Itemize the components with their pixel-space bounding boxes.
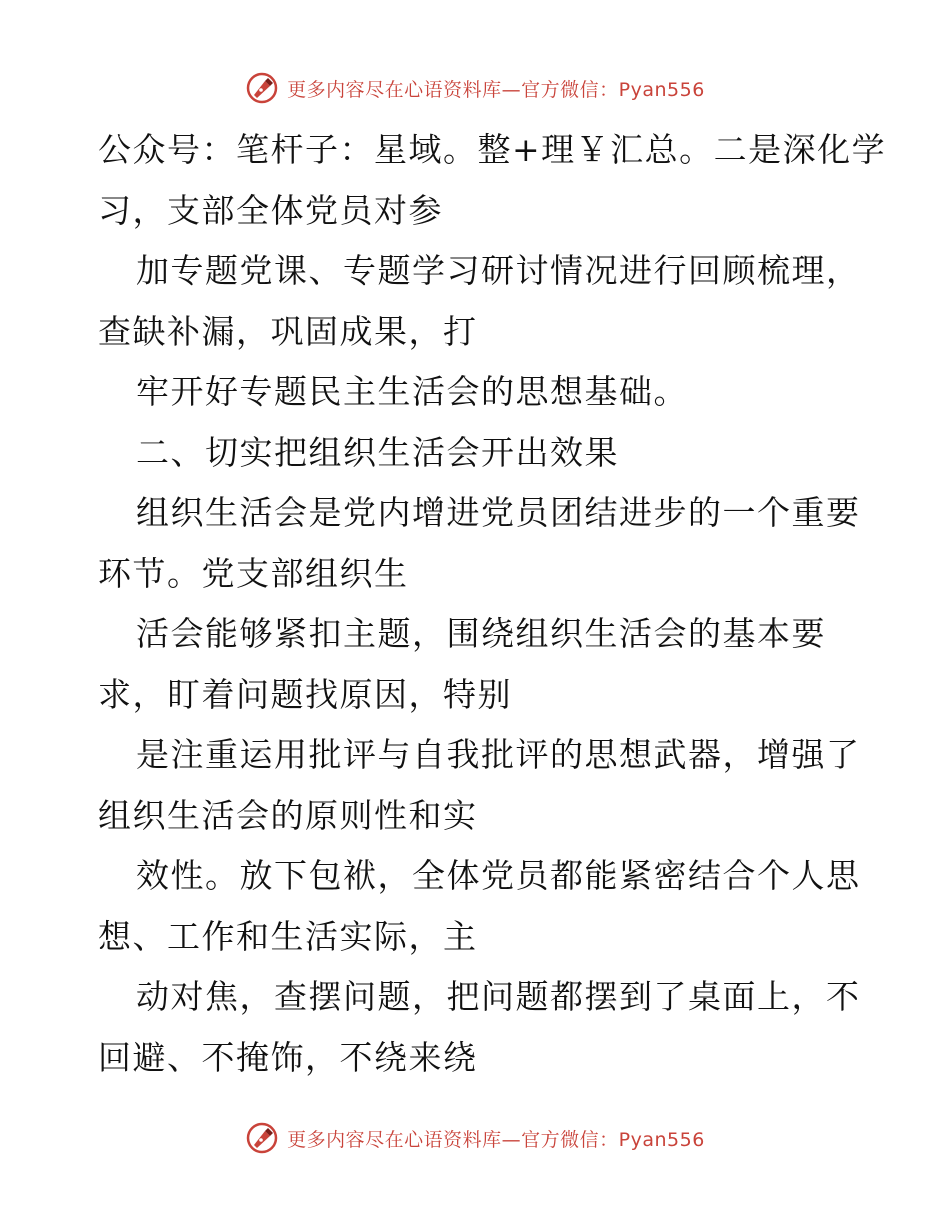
- body-text-line: 组织生活会的原则性和实: [98, 795, 478, 835]
- body-text-line: 环节。党支部组织生: [98, 553, 409, 593]
- pen-nib-logo-icon: [245, 71, 279, 105]
- body-text-line: 二、切实把组织生活会开出效果: [136, 432, 619, 472]
- body-text-line: 牢开好专题民主生活会的思想基础。: [136, 372, 688, 411]
- body-text-line: 组织生活会是党内增进党员团结进步的一个重要: [136, 493, 861, 532]
- body-text-line: 是注重运用批评与自我批评的思想武器，增强了: [136, 735, 861, 774]
- header-banner: [0, 68, 950, 108]
- body-text-line: 想、工作和生活实际，主: [98, 916, 478, 956]
- body-text-line: 习，支部全体党员对参: [98, 190, 443, 230]
- pen-nib-logo-icon: [245, 1121, 279, 1155]
- body-text-line: 动对焦，查摆问题，把问题都摆到了桌面上，不: [136, 977, 861, 1016]
- header-banner-text: 更多内容尽在心语资料库—官方微信：Pyan556: [287, 78, 705, 101]
- body-text-line: 回避、不掩饰，不绕来绕: [98, 1037, 478, 1077]
- body-text-line: 公众号：笔杆子：星域。整+理￥汇总。二是深化学: [98, 130, 887, 169]
- body-text-line: 活会能够紧扣主题，围绕组织生活会的基本要: [136, 614, 826, 653]
- document-body: [98, 120, 887, 1088]
- body-text-line: 加专题党课、专题学习研讨情况进行回顾梳理，: [136, 251, 861, 290]
- body-text-line: 效性。放下包袱，全体党员都能紧密结合个人思: [136, 856, 861, 895]
- footer-banner: [0, 1118, 950, 1158]
- footer-banner-text: 更多内容尽在心语资料库—官方微信：Pyan556: [287, 1128, 705, 1151]
- body-text-line: 求，盯着问题找原因，特别: [98, 674, 512, 714]
- body-text-line: 查缺补漏，巩固成果，打: [98, 311, 478, 351]
